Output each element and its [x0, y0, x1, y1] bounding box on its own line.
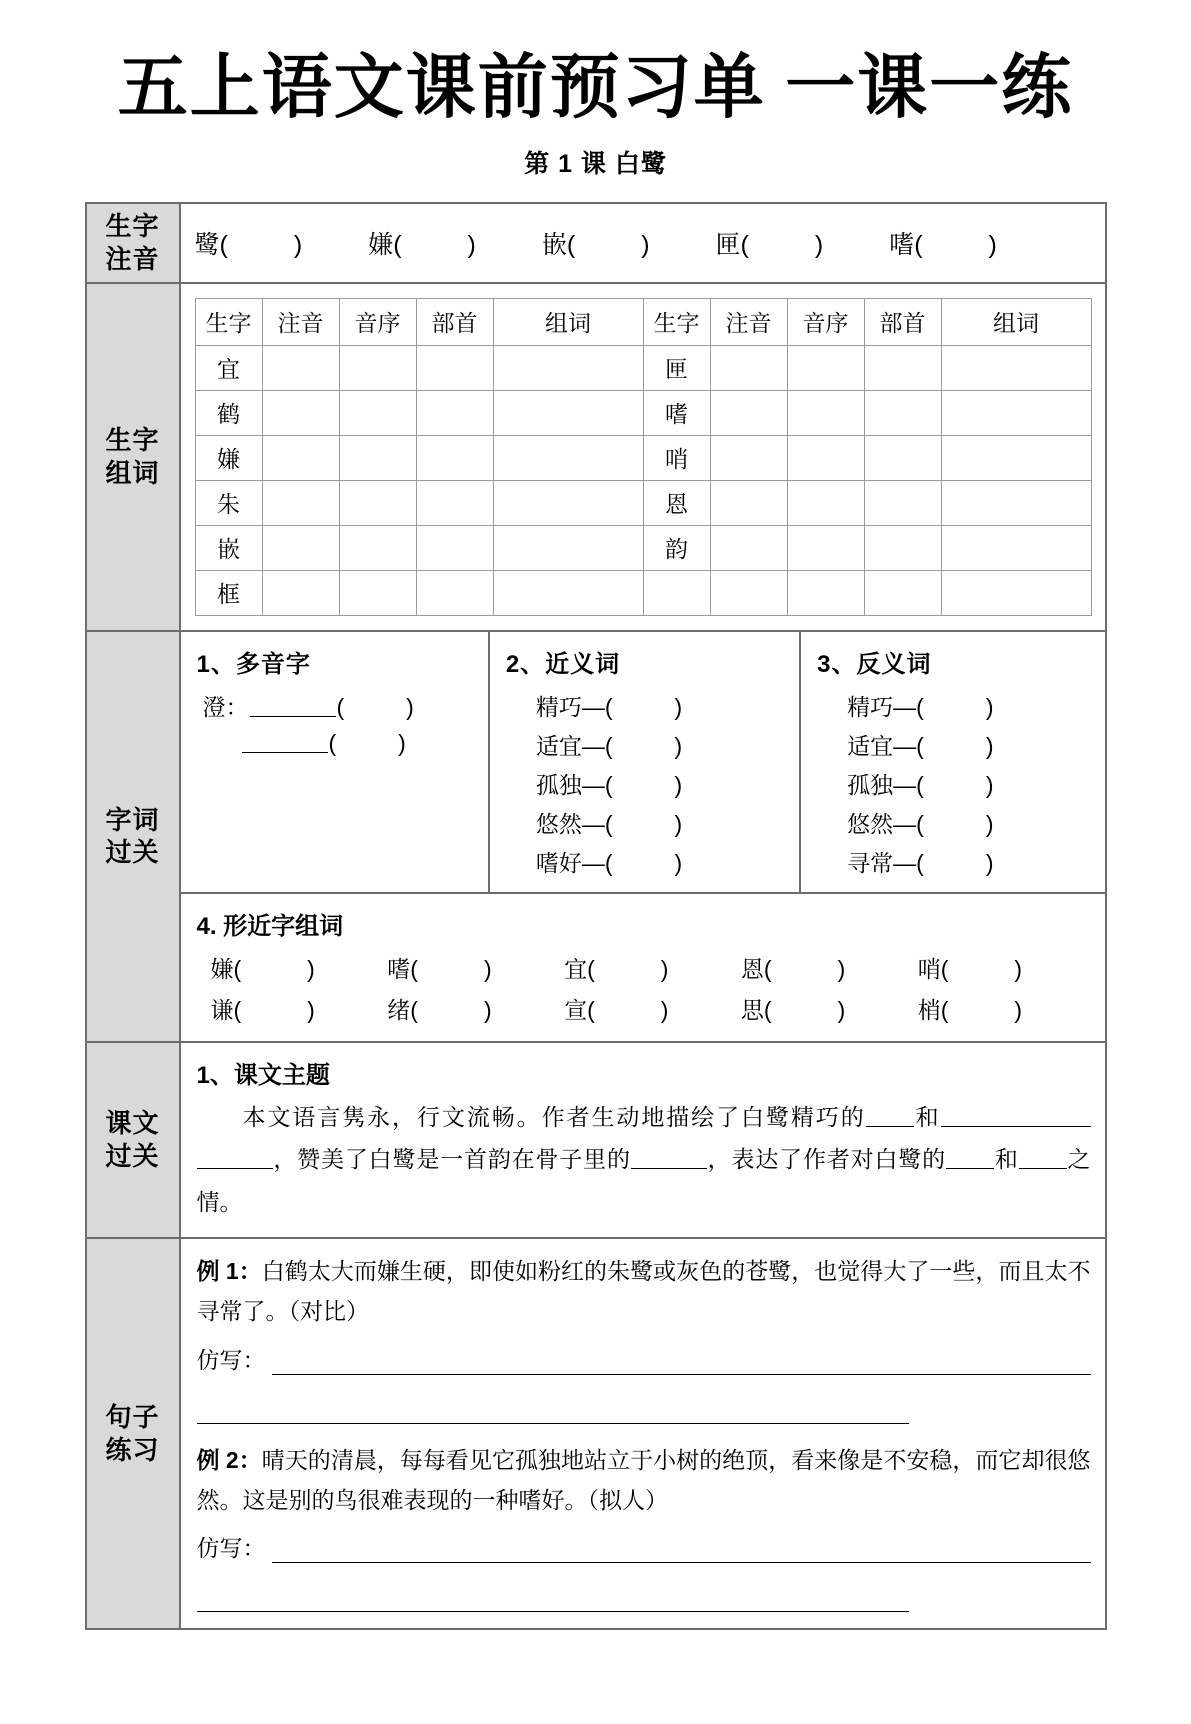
row-pinyin-body [180, 203, 1106, 283]
grid-input-zuci[interactable] [941, 435, 1091, 480]
imitate-input-1[interactable] [272, 1354, 1091, 1375]
grid-input-zhuyin[interactable] [262, 480, 339, 525]
synonym-word-4: 嗜好 [535, 849, 582, 876]
duoyinzi-column [181, 632, 490, 892]
pinyin-blank-item[interactable]: 匣 ( ) [716, 225, 824, 261]
synonym-item[interactable]: 孤独—( ) [535, 771, 683, 798]
grid-input-zhuyin[interactable] [710, 345, 787, 390]
theme-text-part-4: ，表达了作者对白鹭的 [706, 1146, 947, 1173]
grid-input-zhuyin[interactable] [262, 390, 339, 435]
theme-blank[interactable] [946, 1150, 994, 1169]
table-row [195, 390, 1091, 435]
row-label-pinyin-line2: 注音 [105, 243, 160, 274]
grid-char-left-0: 宜 [195, 345, 262, 390]
grid-input-yinxu[interactable] [787, 525, 864, 570]
xingjinzi-char-r2-1: 绪 [387, 996, 411, 1023]
synonym-item[interactable]: 嗜好—( ) [535, 849, 683, 876]
grid-input-zhuyin[interactable] [710, 525, 787, 570]
chargrid-wrapper [181, 284, 1105, 630]
vocab-columns [181, 632, 1105, 892]
grid-char-right-1: 嗜 [643, 390, 710, 435]
xingjinzi-item[interactable]: 哨( ) [917, 955, 1023, 982]
antonym-word-0: 精巧 [847, 693, 894, 720]
theme-title: 1、课文主题 [196, 1061, 330, 1089]
antonym-word-1: 适宜 [847, 732, 894, 759]
grid-input-bushou[interactable] [416, 435, 493, 480]
xingjinzi-block [181, 894, 1105, 1041]
imitate-label-1: 仿写： [196, 1346, 266, 1373]
grid-char-left-5: 框 [195, 570, 262, 615]
grid-input-yinxu[interactable] [339, 345, 416, 390]
col-header-bushou-left: 部首 [416, 298, 493, 345]
theme-blank[interactable] [941, 1108, 1091, 1127]
grid-input-bushou[interactable] [864, 480, 941, 525]
xingjinzi-item[interactable]: 宜( ) [564, 955, 669, 982]
col-header-zi-right: 生字 [643, 298, 710, 345]
grid-input-bushou[interactable] [864, 570, 941, 615]
duoyinzi-blank[interactable] [242, 732, 328, 753]
xingjinzi-body [180, 893, 1106, 1042]
grid-input-yinxu[interactable] [339, 525, 416, 570]
xingjinzi-item[interactable]: 恩( ) [740, 955, 846, 982]
grid-input-zuci[interactable] [941, 570, 1091, 615]
row-label-wordgrid [86, 283, 180, 631]
row-label-vocab-line1: 字词 [105, 804, 160, 835]
grid-input-yinxu[interactable] [787, 345, 864, 390]
imitate-input-1b[interactable] [197, 1401, 909, 1424]
theme-text-part-1: 本文语言隽永，行文流畅。作者生动地描绘了白鹭精巧的 [242, 1103, 866, 1130]
row-label-sentence [86, 1238, 180, 1629]
worksheet-table [85, 202, 1107, 1631]
xingjinzi-char-r2-0: 谦 [210, 996, 234, 1023]
imitate-input-2b[interactable] [197, 1589, 909, 1612]
grid-input-zuci[interactable] [941, 525, 1091, 570]
xingjinzi-item[interactable]: 谦( ) [210, 996, 315, 1023]
col-header-zhuyin-left: 注音 [262, 298, 339, 345]
xingjinzi-row-1 [211, 951, 1095, 984]
col-header-zi-left: 生字 [195, 298, 262, 345]
pinyin-char-3: 匣 [715, 230, 741, 259]
row-label-text [86, 1042, 180, 1239]
grid-input-zhuyin[interactable] [262, 435, 339, 480]
xingjinzi-item[interactable]: 思( ) [740, 996, 846, 1023]
grid-input-yinxu[interactable] [787, 570, 864, 615]
grid-char-left-2: 嫌 [195, 435, 262, 480]
grid-input-zuci[interactable] [493, 390, 643, 435]
grid-char-left-4: 嵌 [195, 525, 262, 570]
example-1-text [197, 1251, 1091, 1332]
antonyms-title: 3、反义词 [817, 650, 932, 678]
theme-text-part-5: 和 [994, 1146, 1019, 1173]
duoyinzi-line[interactable]: 澄： ( ) [202, 693, 414, 720]
imitate-label-2: 仿写： [196, 1535, 266, 1562]
grid-input-yinxu[interactable] [787, 435, 864, 480]
example-2-text [197, 1440, 1091, 1521]
sentence-practice-body [180, 1238, 1106, 1629]
xingjinzi-item[interactable]: 梢( ) [917, 996, 1023, 1023]
grid-input-zuci[interactable] [493, 345, 643, 390]
row-pinyin [86, 203, 1106, 283]
row-label-sentence-line1: 句子 [105, 1402, 160, 1433]
text-theme-body [180, 1042, 1106, 1239]
grid-input-bushou[interactable] [416, 390, 493, 435]
grid-input-bushou[interactable] [416, 570, 493, 615]
row-label-text-line1: 课文 [105, 1108, 160, 1139]
synonym-word-3: 悠然 [535, 810, 582, 837]
grid-input-yinxu[interactable] [339, 390, 416, 435]
row-label-sentence-line2: 练习 [105, 1434, 160, 1465]
xingjinzi-item[interactable]: 嗜( ) [387, 955, 492, 982]
xingjinzi-char-r1-3: 恩 [740, 955, 764, 982]
antonym-word-4: 寻常 [847, 849, 894, 876]
pinyin-blank-item[interactable]: 嗜 ( ) [889, 225, 997, 261]
sentence-block [181, 1239, 1105, 1628]
row-label-wordgrid-line2: 组词 [105, 457, 160, 488]
pinyin-blank-item[interactable]: 鹭 ( ) [195, 225, 303, 261]
synonyms-title: 2、近义词 [505, 650, 621, 678]
theme-text-part-6: 之情。 [196, 1146, 1091, 1215]
col-header-zhuyin-right: 注音 [710, 298, 787, 345]
xingjinzi-item[interactable]: 嫌( ) [210, 955, 315, 982]
row-label-vocab [86, 631, 180, 1042]
lesson-subtitle: 第 1 课 白鹭 [524, 149, 667, 178]
pinyin-char-1: 嫌 [368, 230, 394, 259]
col-header-bushou-right: 部首 [864, 298, 941, 345]
grid-input-bushou[interactable] [864, 390, 941, 435]
grid-char-right-3: 恩 [643, 480, 710, 525]
row-label-pinyin [86, 203, 180, 283]
antonyms-column [801, 632, 1104, 892]
duoyinzi-line[interactable]: ( ) [203, 730, 478, 757]
grid-input-zhuyin[interactable] [710, 570, 787, 615]
pinyin-blank-item[interactable]: 嵌 ( ) [542, 225, 650, 261]
example-1-body: 白鹤太大而嫌生硬，即使如粉红的朱鹭或灰色的苍鹭，也觉得大了一些，而且太不寻常了。（对比） [196, 1258, 1091, 1325]
theme-blank[interactable] [866, 1108, 914, 1127]
imitate-line-1 [197, 1342, 1091, 1375]
example-1-label: 例 1： [196, 1258, 262, 1285]
col-header-yinxu-right: 音序 [787, 298, 864, 345]
antonym-word-3: 悠然 [847, 810, 894, 837]
grid-input-zuci[interactable] [941, 480, 1091, 525]
pinyin-char-4: 嗜 [889, 230, 915, 259]
grid-char-left-1: 鹤 [195, 390, 262, 435]
xingjinzi-char-r1-4: 哨 [917, 955, 941, 982]
grid-char-right-0: 匣 [643, 345, 710, 390]
synonyms-column [490, 632, 801, 892]
pinyin-blank-item[interactable]: 嫌 ( ) [368, 225, 476, 261]
xingjinzi-char-r1-0: 嫌 [210, 955, 234, 982]
grid-input-zhuyin[interactable] [262, 345, 339, 390]
grid-input-zuci[interactable] [493, 570, 643, 615]
antonym-item[interactable]: 寻常—( ) [847, 849, 994, 876]
duoyinzi-char: 澄： [202, 693, 249, 720]
col-header-zuci-right: 组词 [941, 298, 1091, 345]
xingjinzi-char-r1-1: 嗜 [387, 955, 411, 982]
grid-char-left-3: 朱 [195, 480, 262, 525]
duoyinzi-blank[interactable] [250, 696, 336, 717]
row-label-vocab-line2: 过关 [105, 837, 160, 867]
xingjinzi-item[interactable]: 绪( ) [387, 996, 492, 1023]
grid-input-yinxu[interactable] [339, 570, 416, 615]
row-wordgrid [86, 283, 1106, 631]
xingjinzi-title: 4. 形近字组词 [196, 912, 344, 940]
row-label-text-line2: 过关 [105, 1140, 160, 1171]
row-label-wordgrid-line1: 生字 [105, 425, 160, 455]
synonym-item[interactable]: 精巧—( ) [535, 693, 683, 720]
synonym-item[interactable]: 适宜—( ) [535, 732, 683, 759]
table-row [195, 480, 1091, 525]
grid-input-zhuyin[interactable] [710, 480, 787, 525]
worksheet-page [0, 40, 1191, 1724]
theme-text-part-2: 和 [913, 1103, 941, 1130]
example-2-label: 例 2： [196, 1446, 262, 1473]
example-2-body: 晴天的清晨，每每看见它孤独地站立于小树的绝顶，看来像是不安稳，而它却很悠然。这是别的鸟很难表现的一种嗜好。（拟人） [196, 1446, 1091, 1513]
pinyin-char-0: 鹭 [194, 230, 220, 259]
xingjinzi-char-r1-2: 宜 [564, 955, 588, 982]
grid-input-yinxu[interactable] [339, 480, 416, 525]
row-vocab-three-col [86, 631, 1106, 893]
page-title: 五上语文课前预习单 一课一练 [117, 50, 1074, 127]
duoyinzi-title: 1、多音字 [196, 650, 311, 678]
grid-input-yinxu[interactable] [787, 390, 864, 435]
pinyin-blank-list [181, 204, 1105, 282]
grid-input-yinxu[interactable] [339, 435, 416, 480]
xingjinzi-char-r2-3: 思 [740, 996, 764, 1023]
grid-input-bushou[interactable] [864, 345, 941, 390]
pinyin-char-2: 嵌 [541, 230, 567, 259]
theme-blank[interactable] [631, 1150, 707, 1169]
vocab-three-col-body [180, 631, 1106, 893]
example-1 [197, 1251, 1091, 1424]
col-header-yinxu-left: 音序 [339, 298, 416, 345]
theme-text-part-3: ，赞美了白鹭是一首韵在骨子里的 [272, 1146, 631, 1173]
grid-input-bushou[interactable] [864, 525, 941, 570]
antonym-item[interactable]: 适宜—( ) [847, 732, 994, 759]
xingjinzi-char-r2-2: 宣 [564, 996, 588, 1023]
grid-input-zhuyin[interactable] [710, 390, 787, 435]
grid-char-right-2: 哨 [643, 435, 710, 480]
grid-input-zhuyin[interactable] [262, 570, 339, 615]
imitate-line-2 [197, 1530, 1091, 1563]
synonym-word-0: 精巧 [535, 693, 582, 720]
character-grid [195, 298, 1092, 616]
grid-input-bushou[interactable] [416, 345, 493, 390]
grid-input-zuci[interactable] [493, 435, 643, 480]
grid-input-zuci[interactable] [493, 525, 643, 570]
grid-input-zuci[interactable] [941, 345, 1091, 390]
synonym-item[interactable]: 悠然—( ) [535, 810, 683, 837]
xingjinzi-row-2 [211, 992, 1095, 1025]
xingjinzi-item[interactable]: 宣( ) [564, 996, 669, 1023]
antonym-item[interactable]: 孤独—( ) [847, 771, 994, 798]
grid-char-right-4: 韵 [643, 525, 710, 570]
grid-input-yinxu[interactable] [787, 480, 864, 525]
table-header-row [195, 298, 1091, 345]
row-sentence-practice [86, 1238, 1106, 1629]
synonym-word-1: 适宜 [535, 732, 582, 759]
table-row [195, 345, 1091, 390]
row-xingjinzi [86, 893, 1106, 1042]
synonym-word-2: 孤独 [535, 771, 582, 798]
row-label-pinyin-line1: 生字 [105, 211, 160, 241]
imitate-input-2[interactable] [272, 1542, 1091, 1563]
grid-input-bushou[interactable] [416, 525, 493, 570]
xingjinzi-char-r2-4: 梢 [917, 996, 941, 1023]
example-2 [197, 1440, 1091, 1613]
theme-block [181, 1043, 1105, 1238]
antonym-item[interactable]: 悠然—( ) [847, 810, 994, 837]
grid-input-zuci[interactable] [493, 480, 643, 525]
grid-input-zuci[interactable] [941, 390, 1091, 435]
row-text-theme [86, 1042, 1106, 1239]
theme-paragraph [197, 1096, 1091, 1224]
grid-input-bushou[interactable] [864, 435, 941, 480]
antonym-item[interactable]: 精巧—( ) [847, 693, 994, 720]
row-wordgrid-body [180, 283, 1106, 631]
table-row [195, 435, 1091, 480]
grid-char-right-5 [643, 570, 710, 615]
table-row [195, 570, 1091, 615]
grid-input-zhuyin[interactable] [262, 525, 339, 570]
antonym-word-2: 孤独 [847, 771, 894, 798]
col-header-zuci-left: 组词 [493, 298, 643, 345]
theme-blank[interactable] [1019, 1150, 1067, 1169]
grid-input-bushou[interactable] [416, 480, 493, 525]
theme-blank[interactable] [197, 1150, 273, 1169]
grid-input-zhuyin[interactable] [710, 435, 787, 480]
table-row [195, 525, 1091, 570]
